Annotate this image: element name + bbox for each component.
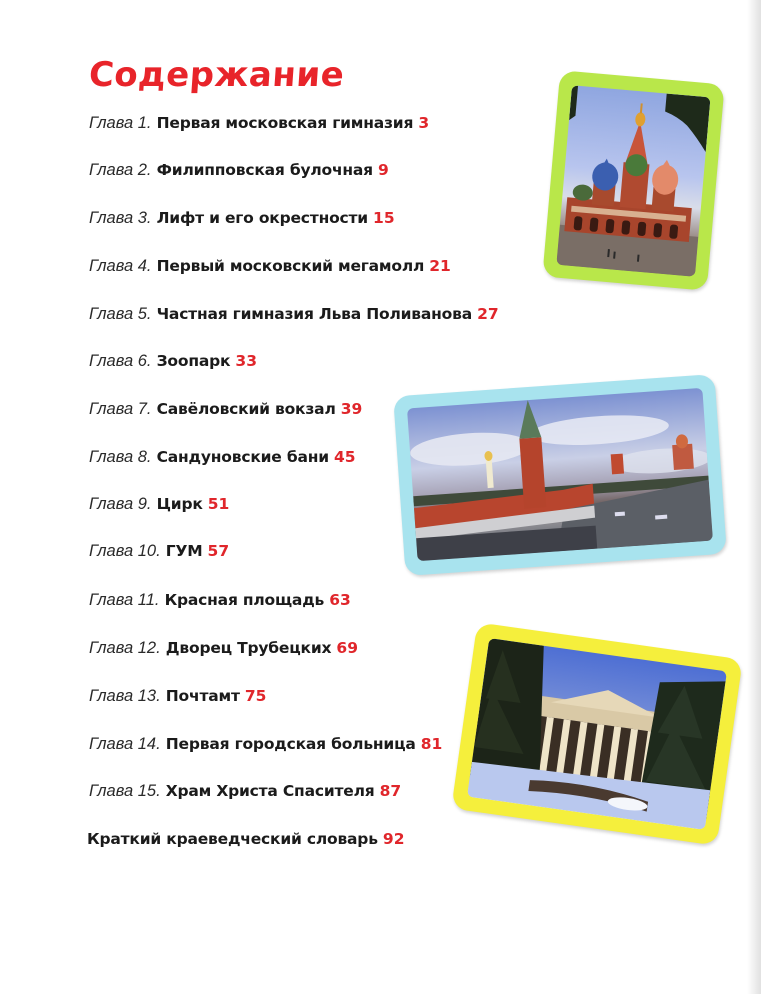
toc-entry-14[interactable]	[89, 733, 442, 755]
chapter-title: Красная площадь	[164, 591, 325, 609]
toc-entry-1[interactable]	[89, 112, 429, 134]
toc-entry-11[interactable]	[89, 589, 351, 611]
chapter-title: Первая московская гимназия	[156, 114, 414, 132]
page-title: Содержание	[87, 55, 346, 95]
cathedral-illustration	[556, 85, 710, 276]
page-number: 3	[418, 114, 430, 132]
photo-card-st-basils	[542, 70, 724, 291]
page-number: 9	[378, 161, 389, 179]
page-number: 39	[340, 400, 363, 418]
chapter-label: Глава 8.	[89, 448, 152, 466]
page-number: 92	[382, 830, 405, 848]
chapter-title: Цирк	[156, 495, 203, 513]
st-basils-cathedral-image	[556, 85, 710, 276]
chapter-title: ГУМ	[165, 542, 203, 560]
glossary-title: Краткий краеведческий словарь	[87, 830, 378, 848]
chapter-label: Глава 3.	[89, 209, 152, 227]
chapter-title: Первый московский мегамолл	[156, 257, 425, 275]
chapter-label: Глава 9.	[89, 495, 152, 513]
page-number: 15	[373, 209, 395, 227]
page-edge-shadow	[747, 0, 761, 994]
toc-entry-12[interactable]	[89, 637, 358, 659]
page-number: 51	[207, 495, 230, 513]
chapter-title: Зоопарк	[156, 352, 231, 370]
chapter-label: Глава 4.	[89, 257, 152, 275]
chapter-title: Лифт и его окрестности	[156, 209, 368, 227]
chapter-label: Глава 6.	[89, 352, 152, 370]
page-number: 69	[336, 639, 358, 657]
toc-entry-7[interactable]	[89, 398, 362, 420]
page-number: 21	[429, 257, 451, 275]
chapter-label: Глава 14.	[89, 735, 161, 753]
page-number: 45	[333, 448, 356, 466]
kremlin-illustration	[407, 388, 713, 561]
page-number: 57	[207, 542, 230, 560]
chapter-title: Почтамт	[165, 687, 240, 705]
page-number: 81	[420, 735, 443, 753]
toc-entry-8[interactable]	[89, 446, 356, 468]
chapter-label: Глава 15.	[89, 782, 161, 800]
toc-entry-3[interactable]	[89, 207, 395, 229]
chapter-title: Филипповская булочная	[156, 161, 373, 179]
chapter-title: Дворец Трубецких	[165, 639, 332, 657]
chapter-label: Глава 12.	[89, 639, 161, 657]
kremlin-wall-image	[407, 388, 713, 561]
chapter-title: Сандуновские бани	[156, 448, 329, 466]
toc-entry-9[interactable]	[89, 493, 229, 515]
chapter-title: Первая городская больница	[165, 735, 416, 753]
toc-entry-glossary[interactable]	[87, 828, 404, 850]
toc-entry-4[interactable]	[89, 255, 451, 277]
page-number: 75	[244, 687, 267, 705]
chapter-label: Глава 13.	[89, 687, 161, 705]
chapter-title: Частная гимназия Льва Поливанова	[156, 305, 472, 323]
page-number: 33	[235, 352, 257, 370]
chapter-label: Глава 5.	[89, 305, 152, 323]
page-number: 27	[477, 305, 499, 323]
chapter-label: Глава 11.	[89, 591, 160, 609]
page-number: 87	[379, 782, 402, 800]
chapter-title: Савёловский вокзал	[156, 400, 336, 418]
chapter-title: Храм Христа Спасителя	[165, 782, 375, 800]
museum-winter-image	[467, 638, 727, 830]
toc-entry-5[interactable]	[89, 303, 499, 325]
photo-card-museum	[451, 622, 743, 845]
chapter-label: Глава 7.	[89, 400, 152, 418]
chapter-label: Глава 10.	[89, 542, 161, 560]
toc-entry-10[interactable]	[89, 540, 229, 562]
toc-entry-15[interactable]	[89, 780, 401, 802]
chapter-label: Глава 2.	[89, 161, 152, 179]
chapter-label: Глава 1.	[89, 114, 152, 132]
page-number: 63	[329, 591, 351, 609]
toc-entry-6[interactable]	[89, 350, 257, 372]
toc-entry-2[interactable]	[89, 159, 389, 181]
museum-illustration	[467, 638, 727, 830]
photo-card-kremlin	[393, 374, 727, 576]
toc-entry-13[interactable]	[89, 685, 266, 707]
